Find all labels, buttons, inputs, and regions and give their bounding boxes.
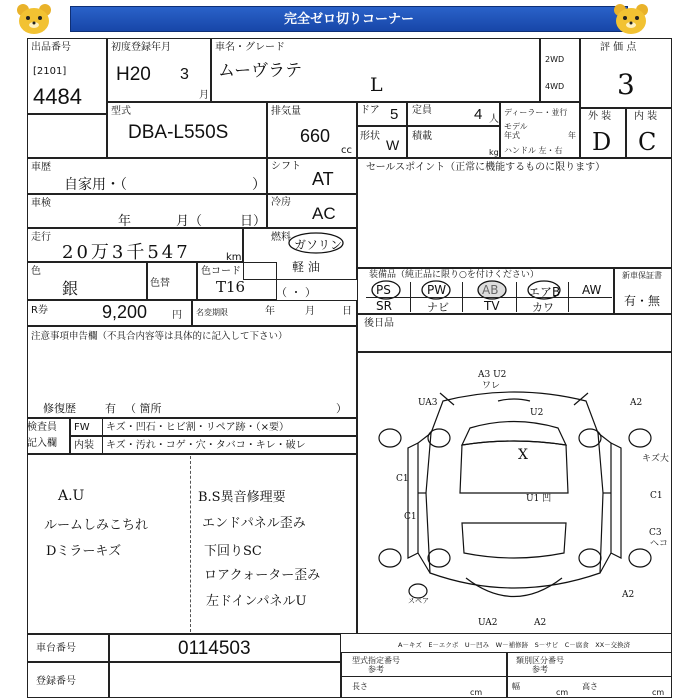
color-value: 銀: [62, 279, 79, 298]
owner-change-day: 日: [342, 306, 352, 317]
rear-items-cell: [357, 314, 672, 352]
mark-c1-left-2: C1: [404, 512, 417, 522]
recycle-label: R券: [31, 305, 48, 316]
fuel-gas: ガソリン: [294, 238, 343, 252]
repair-close: ）: [336, 402, 347, 415]
interior-row-label: 内装: [74, 440, 94, 451]
note-left-1: A.U: [58, 488, 85, 504]
recycle-value: 9,200: [102, 302, 148, 322]
history-close: ）: [252, 177, 266, 193]
inspection-label: 車検: [31, 198, 51, 209]
fw-items: キズ・凹石・ヒビ割・リペア跡・（×要）: [106, 422, 289, 433]
fuel-diesel: 軽 油: [292, 260, 320, 274]
first-reg-era: H20: [116, 64, 151, 85]
width-label: 幅: [512, 682, 520, 691]
repair-place: （ 箇所: [125, 402, 162, 415]
notes-label: 注意事項申告欄（不具合内容等は具体的に記入して下さい）: [31, 331, 288, 342]
shape-label: 形状: [360, 131, 380, 142]
bear-mascot-left-icon: [14, 2, 54, 36]
doors-value: 5: [390, 106, 399, 123]
category-label: 類別区分番号: [516, 656, 564, 665]
owner-change-label: 名変期限: [196, 308, 228, 317]
capacity-value: 4: [474, 106, 483, 123]
exterior-grade: D: [592, 128, 612, 156]
month-unit: 月: [199, 90, 209, 101]
mark-a2-right: A2: [622, 590, 635, 600]
reg-value-cell: [109, 662, 341, 698]
yen-unit: 円: [172, 310, 182, 321]
warranty-label: 新車保証書: [622, 271, 662, 280]
height-unit: cm: [652, 688, 665, 697]
equip-aw: AW: [582, 283, 602, 297]
car-name-label: 車名・グレード: [215, 42, 285, 53]
interior-label: 内 装: [634, 111, 658, 122]
length-unit: cm: [470, 688, 483, 697]
color-no-label: 色替: [150, 278, 170, 289]
note-right-2: エンドパネル歪み: [202, 516, 306, 531]
handle-label: ハンドル 左・右: [504, 146, 563, 155]
owner-change-year: 年: [265, 306, 275, 317]
car-name: ムーヴラテ: [218, 61, 303, 81]
color-code-value: T16: [216, 278, 246, 296]
shift-label: シフト: [271, 161, 301, 172]
inspector-label-1: 検査員: [27, 422, 57, 433]
capacity-label: 定員: [412, 105, 432, 116]
warranty-value: 有・無: [624, 294, 661, 308]
mark-a2-top: A2: [630, 398, 643, 408]
drive-cell: [540, 38, 580, 102]
height-label: 高さ: [582, 682, 598, 691]
note-left-3: Dミラーキズ: [46, 544, 122, 559]
load-label: 積載: [412, 131, 432, 142]
drive-2wd: 2WD: [545, 55, 565, 64]
km-unit: km: [226, 252, 242, 263]
exterior-label: 外 装: [588, 111, 612, 122]
equipment-label: 装備品（純正品に限り○を付けください）: [369, 270, 539, 280]
sales-point-cell: [357, 158, 672, 268]
bear-mascot-right-icon: [611, 2, 651, 36]
lot-label: 出品番号: [31, 42, 71, 53]
first-reg-label: 初度登録年月: [111, 42, 171, 53]
equip-sr: SR: [376, 299, 392, 313]
first-reg-month: 3: [180, 66, 189, 83]
rear-items-label: 後日品: [364, 318, 394, 329]
mark-crack: ワレ: [482, 381, 501, 391]
fw-label: FW: [74, 422, 90, 433]
model-label: 型式: [111, 106, 131, 117]
mileage-label: 走行: [31, 232, 51, 243]
mark-spare: スペア: [408, 597, 429, 605]
reg-label: 登録番号: [36, 676, 76, 687]
category-ref: 参考: [532, 665, 548, 674]
color-label: 色: [31, 266, 41, 277]
mark-c1-left-1: C1: [396, 474, 409, 484]
history-label: 車歴: [31, 162, 51, 173]
mark-ua3: UA3: [418, 398, 438, 408]
mark-c1-right: C1: [650, 491, 663, 501]
inspector-label-2: 記入欄: [27, 438, 57, 449]
mark-ua2: UA2: [478, 618, 498, 628]
shape-value: W: [386, 137, 400, 153]
repair-label: 修復歴: [43, 402, 76, 415]
color-code-label: 色コード: [201, 266, 241, 277]
note-right-5: 左ドインパネルU: [206, 594, 307, 609]
car-damage-diagram: [358, 353, 671, 633]
mark-dent: ヘコ: [650, 539, 669, 549]
mark-u2-top: U2: [530, 408, 544, 418]
score-value: 3: [617, 68, 635, 101]
fuel-paren: （ ・ ）: [276, 286, 316, 299]
model-year-label: モデル 年式: [504, 122, 528, 140]
repair-value: 有: [105, 402, 116, 415]
history-value: 自家用・（: [64, 177, 127, 193]
score-label: 評 価 点: [600, 42, 637, 53]
inspection-year: 年: [118, 214, 132, 229]
length-label: 長さ: [352, 682, 368, 691]
displacement-value: 660: [300, 126, 331, 146]
fuel-label: 燃料: [271, 232, 291, 243]
inspection-month: 月（: [176, 214, 203, 229]
type-cert-ref: 参考: [368, 665, 384, 674]
mark-scratch-large: キズ大: [642, 454, 669, 464]
chassis-value: 0114503: [178, 638, 251, 659]
mark-x: X: [518, 447, 528, 463]
equip-ps: PS: [376, 283, 391, 297]
dealer-label: ディーラー・並行: [504, 108, 568, 117]
kg-unit: kg: [489, 148, 499, 157]
sales-point-label: セールスポイント（正常に機能するものに限ります）: [366, 162, 606, 173]
equip-navi: ナビ: [427, 301, 449, 314]
grade: L: [370, 74, 383, 96]
displacement-label: 排気量: [271, 106, 301, 117]
damage-legend: A－キズ E－エクボ U－凹み W－補修跡 S－サビ C－腐食 XX－交換済: [398, 641, 631, 649]
mark-u1: U1 凹: [526, 494, 552, 504]
width-unit: cm: [556, 688, 569, 697]
equip-pw: PW: [427, 283, 447, 297]
color-cell: [27, 262, 147, 300]
note-left-2: ルームしみこちれ: [44, 518, 149, 533]
note-right-3: 下回りSC: [204, 544, 262, 559]
lot-bottom-cell: [27, 114, 107, 158]
year-unit: 年: [568, 131, 576, 140]
lot-code: [2101]: [33, 66, 67, 77]
equip-leather: カワ: [532, 301, 554, 314]
interior-items: キズ・汚れ・コゲ・穴・タバコ・キレ・破レ: [106, 440, 306, 451]
lot-number: 4484: [33, 84, 82, 109]
cc-unit: cc: [341, 145, 352, 156]
note-right-4: ロアクォーター歪み: [204, 568, 321, 583]
owner-change-month: 月: [305, 306, 315, 317]
inspection-day: 日）: [240, 214, 267, 229]
inspection-cell: [27, 194, 267, 228]
mileage-value: 20万3千547: [62, 242, 191, 263]
person-unit: 人: [489, 114, 499, 125]
note-right-1: B.S異音修理要: [198, 490, 286, 505]
equip-tv: TV: [484, 299, 500, 313]
doors-label: ドア: [360, 105, 380, 116]
history-cell: [27, 158, 267, 194]
drive-4wd: 4WD: [545, 82, 565, 91]
chassis-label: 車台番号: [36, 643, 76, 654]
model-value: DBA-L550S: [128, 122, 229, 143]
interior-grade: C: [638, 128, 657, 156]
fuel-circle-mark: [286, 230, 346, 256]
ac-value: AC: [312, 204, 336, 223]
mark-c3: C3: [649, 528, 662, 538]
mark-a3u2: A3 U2: [478, 370, 507, 380]
shift-value: AT: [312, 169, 334, 189]
page-banner: 完全ゼロ切りコーナー: [70, 6, 628, 32]
type-cert-label: 型式指定番号: [352, 656, 400, 665]
mark-a2-rear: A2: [534, 618, 547, 628]
equip-airbag: エアB: [528, 285, 561, 299]
ac-label: 冷房: [271, 197, 291, 208]
